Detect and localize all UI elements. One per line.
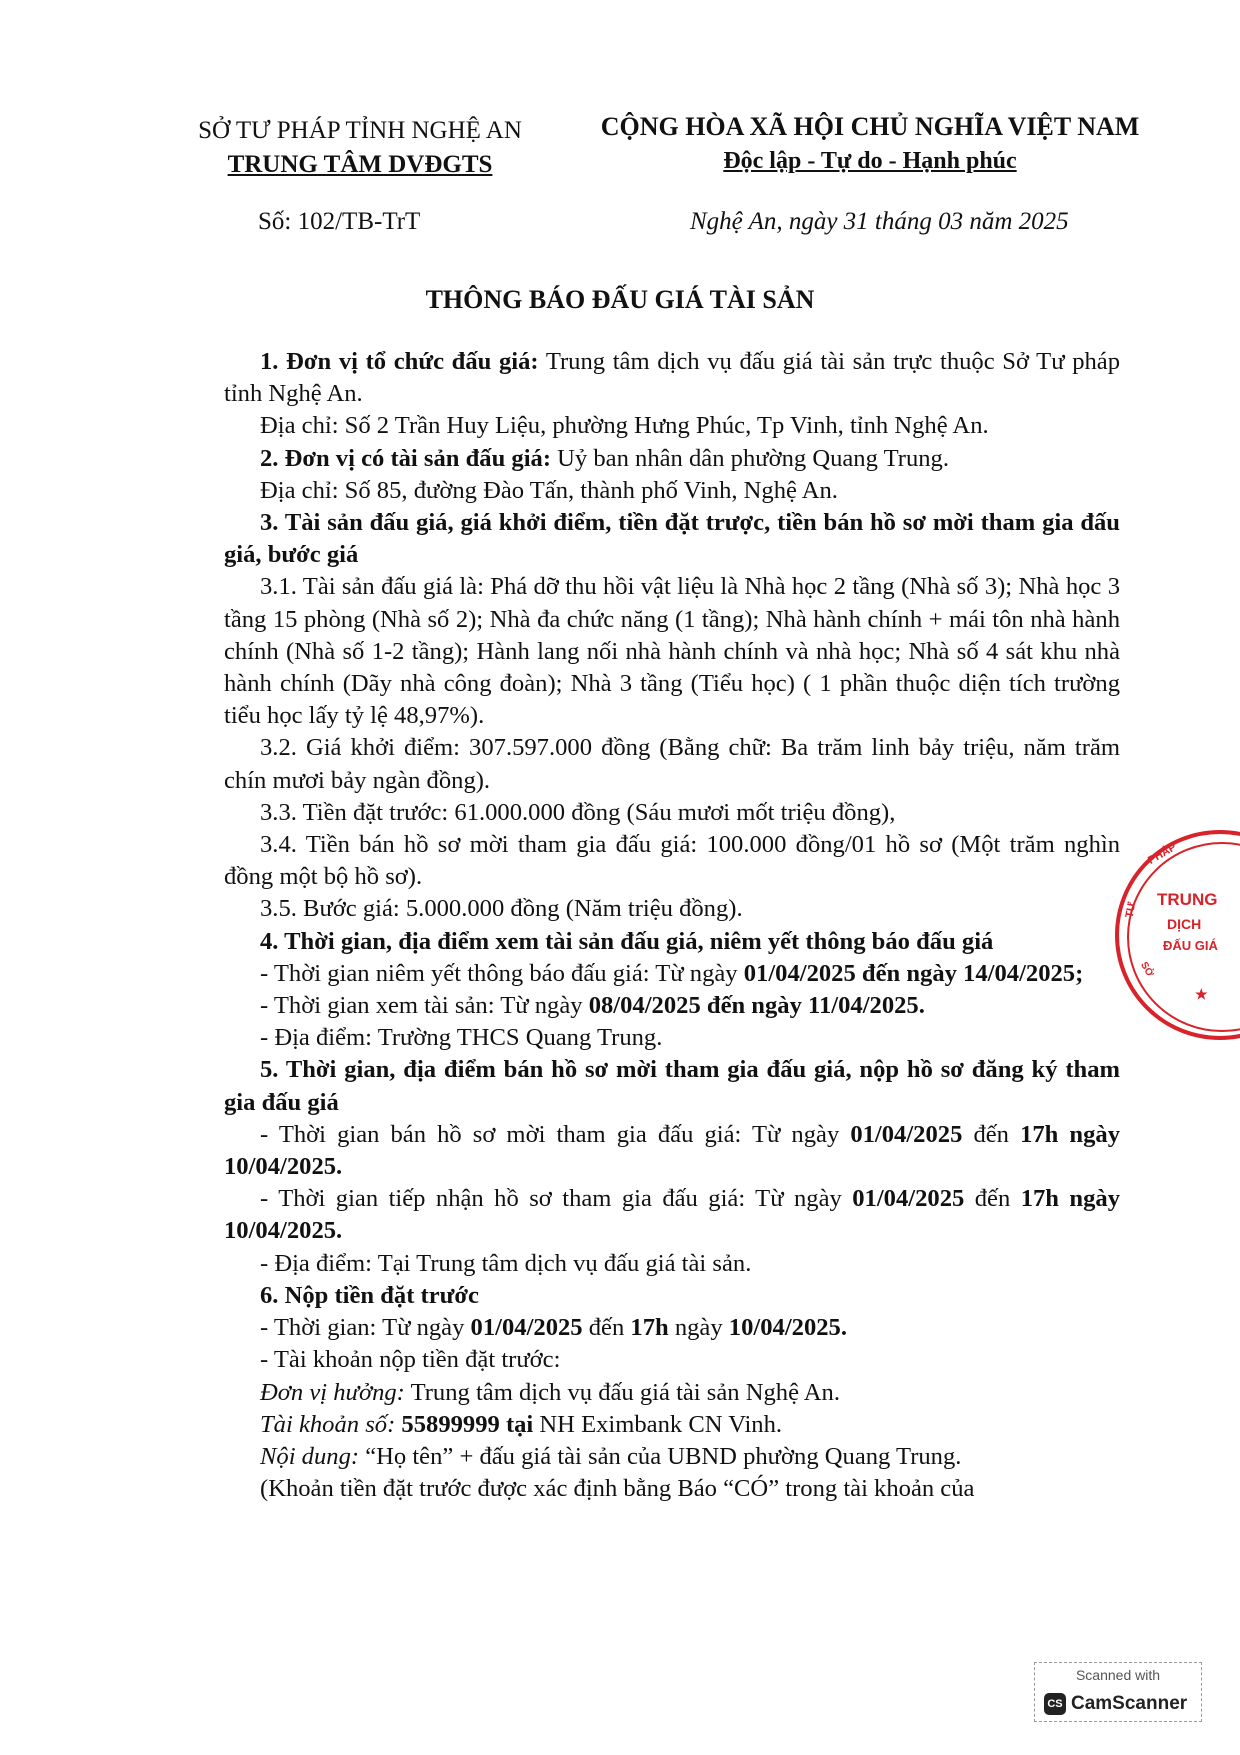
section-2 bbox=[224, 443, 1120, 475]
receipt-end: 17h ngày 10/04/2025. bbox=[224, 1185, 1120, 1245]
sale-time bbox=[224, 1119, 1120, 1183]
section-2-label: 2. Đơn vị có tài sản đấu giá: bbox=[260, 444, 552, 472]
posting-time-range: 01/04/2025 đến ngày 14/04/2025; bbox=[743, 959, 1084, 987]
sale-place: - Địa điểm: Tại Trung tâm dịch vụ đấu giá tài sản. bbox=[260, 1249, 752, 1277]
deposit-mid: đến bbox=[582, 1314, 631, 1342]
agency-line1: SỞ TƯ PHÁP TỈNH NGHỆ AN bbox=[198, 117, 522, 144]
receipt-time-label: - Thời gian tiếp nhận hồ sơ tham gia đấu giá: Từ ngày bbox=[260, 1185, 853, 1213]
document-body bbox=[224, 346, 1120, 1505]
receipt-start: 01/04/2025 bbox=[852, 1185, 965, 1213]
posting-time-label: - Thời gian niêm yết thông báo đấu giá: Từ ngày bbox=[260, 959, 744, 987]
account-number-label: Tài khoản số: bbox=[260, 1410, 396, 1438]
item-3-2: 3.2. Giá khởi điểm: 307.597.000 đồng (Bằng chữ: Ba trăm linh bảy triệu, năm trăm chín mươi bảy ngàn đồng). bbox=[224, 734, 1120, 794]
seal-text-daugia: ĐẤU GIÁ bbox=[1163, 938, 1218, 953]
sale-mid: đến bbox=[962, 1120, 1021, 1148]
watermark-line1: Scanned with bbox=[1075, 1667, 1161, 1683]
sale-start: 01/04/2025 bbox=[850, 1120, 963, 1148]
deposit-start: 01/04/2025 bbox=[470, 1314, 583, 1342]
item-3-4: 3.4. Tiền bán hồ sơ mời tham gia đấu giá: 100.000 đồng/01 hồ sơ (Một trăm nghìn đồng một bộ hồ sơ). bbox=[224, 831, 1120, 891]
section-1-address: Địa chỉ: Số 2 Trần Huy Liệu, phường Hưng Phúc, Tp Vinh, tỉnh Nghệ An. bbox=[260, 412, 989, 440]
scanner-watermark bbox=[1034, 1662, 1202, 1722]
transfer-content-label: Nội dung: bbox=[260, 1442, 360, 1470]
motto: Độc lập - Tự do - Hạnh phúc bbox=[723, 148, 1017, 174]
section-3-heading: 3. Tài sản đấu giá, giá khởi điểm, tiền đặt trược, tiền bán hồ sơ mời tham gia đấu giá, bước giá bbox=[224, 509, 1120, 569]
sale-end: 17h ngày 10/04/2025. bbox=[224, 1120, 1120, 1181]
seal-text-tu: TƯ bbox=[1123, 901, 1139, 919]
viewing-time-range: 08/04/2025 đến ngày 11/04/2025. bbox=[588, 992, 925, 1020]
official-seal bbox=[1115, 830, 1240, 1040]
account-number-line bbox=[224, 1409, 1120, 1441]
transfer-content-value: “Họ tên” + đấu giá tài sản của UBND phường Quang Trung. bbox=[359, 1442, 962, 1470]
section-1-label: 1. Đơn vị tổ chức đấu giá: bbox=[260, 348, 539, 375]
page-title: THÔNG BÁO ĐẤU GIÁ TÀI SẢN bbox=[425, 285, 815, 314]
camscanner-logo-icon: CS bbox=[1044, 1693, 1066, 1715]
item-3-3: 3.3. Tiền đặt trước: 61.000.000 đồng (Sáu mươi mốt triệu đồng), bbox=[260, 798, 896, 826]
posting-time bbox=[224, 958, 1120, 990]
beneficiary-label: Đơn vị hưởng: bbox=[260, 1378, 405, 1406]
deposit-note: (Khoản tiền đặt trước được xác định bằng Báo “CÓ” trong tài khoản của bbox=[260, 1475, 975, 1503]
bank-name: NH Eximbank CN Vinh. bbox=[533, 1410, 783, 1438]
viewing-time-label: - Thời gian xem tài sản: Từ ngày bbox=[260, 992, 589, 1020]
beneficiary-value: Trung tâm dịch vụ đấu giá tài sản Nghệ An. bbox=[404, 1378, 840, 1406]
receipt-time bbox=[224, 1183, 1120, 1247]
section-2-text: Uỷ ban nhân dân phường Quang Trung. bbox=[551, 444, 949, 472]
account-number: 55899999 tại bbox=[401, 1410, 534, 1438]
section-2-address: Địa chỉ: Số 85, đường Đào Tấn, thành phố Vinh, Nghệ An. bbox=[260, 476, 838, 504]
section-5-heading: 5. Thời gian, địa điểm bán hồ sơ mời tham gia đấu giá, nộp hồ sơ đăng ký tham gia đấu giá bbox=[224, 1056, 1120, 1116]
document-number: Số: 102/TB-TrT bbox=[258, 208, 421, 235]
issuing-agency bbox=[160, 114, 560, 182]
place-date: Nghệ An, ngày 31 tháng 03 năm 2025 bbox=[690, 208, 1069, 235]
seal-star-icon: ★ bbox=[1195, 986, 1208, 1002]
seal-text-trung: TRUNG bbox=[1157, 890, 1218, 909]
deposit-time bbox=[224, 1312, 1120, 1344]
seal-inner-ring bbox=[1127, 842, 1240, 1032]
viewing-time bbox=[224, 990, 1120, 1022]
seal-text-dich: DỊCH bbox=[1167, 916, 1202, 932]
section-1-text: Trung tâm dịch vụ đấu giá tài sản trực thuộc Sở Tư pháp tỉnh Nghệ An. bbox=[224, 348, 1121, 408]
section-1 bbox=[224, 346, 1120, 410]
deposit-tail: ngày bbox=[668, 1314, 729, 1342]
national-header bbox=[580, 110, 1160, 178]
watermark-line2: CamScanner bbox=[1071, 1693, 1188, 1714]
agency-line2: TRUNG TÂM DVĐGTS bbox=[227, 151, 493, 178]
seal-text-phap: PHÁP bbox=[1146, 841, 1179, 867]
section-6-heading: 6. Nộp tiền đặt trước bbox=[260, 1281, 479, 1309]
country-name: CỘNG HÒA XÃ HỘI CHỦ NGHĨA VIỆT NAM bbox=[600, 112, 1140, 141]
viewing-place: - Địa điểm: Trường THCS Quang Trung. bbox=[260, 1024, 663, 1052]
sale-time-label: - Thời gian bán hồ sơ mời tham gia đấu giá: Từ ngày bbox=[260, 1120, 851, 1148]
item-3-1: 3.1. Tài sản đấu giá là: Phá dỡ thu hồi vật liệu là Nhà học 2 tầng (Nhà số 3); Nhà học 3 tầng 15 phòng (Nhà số 2); Nhà đa chức năng (1 tầng); Nhà hành chính + mái tôn nhà hành chính (Nhà số 1-2 tầng); Hành lang nối nhà hành chính và nhà học; Nhà số 4 sát khu nhà hành chính (Dãy nhà công đoàn); Nhà 3 tầng (Tiểu học) ( 1 phần thuộc diện tích trường tiểu học lấy tỷ lệ 48,97%). bbox=[224, 573, 1120, 730]
beneficiary bbox=[224, 1377, 1120, 1409]
deposit-account-intro: - Tài khoản nộp tiền đặt trước: bbox=[260, 1346, 561, 1374]
deposit-time-label: - Thời gian: Từ ngày bbox=[260, 1314, 471, 1342]
receipt-mid: đến bbox=[964, 1185, 1021, 1213]
section-4-heading: 4. Thời gian, địa điểm xem tài sản đấu giá, niêm yết thông báo đấu giá bbox=[260, 927, 994, 955]
seal-text-so: SỞ bbox=[1138, 960, 1156, 979]
deposit-end-hour: 17h bbox=[630, 1314, 669, 1342]
transfer-content bbox=[224, 1441, 1120, 1473]
deposit-end-date: 10/04/2025. bbox=[728, 1314, 847, 1342]
item-3-5: 3.5. Bước giá: 5.000.000 đồng (Năm triệu đồng). bbox=[260, 895, 743, 923]
